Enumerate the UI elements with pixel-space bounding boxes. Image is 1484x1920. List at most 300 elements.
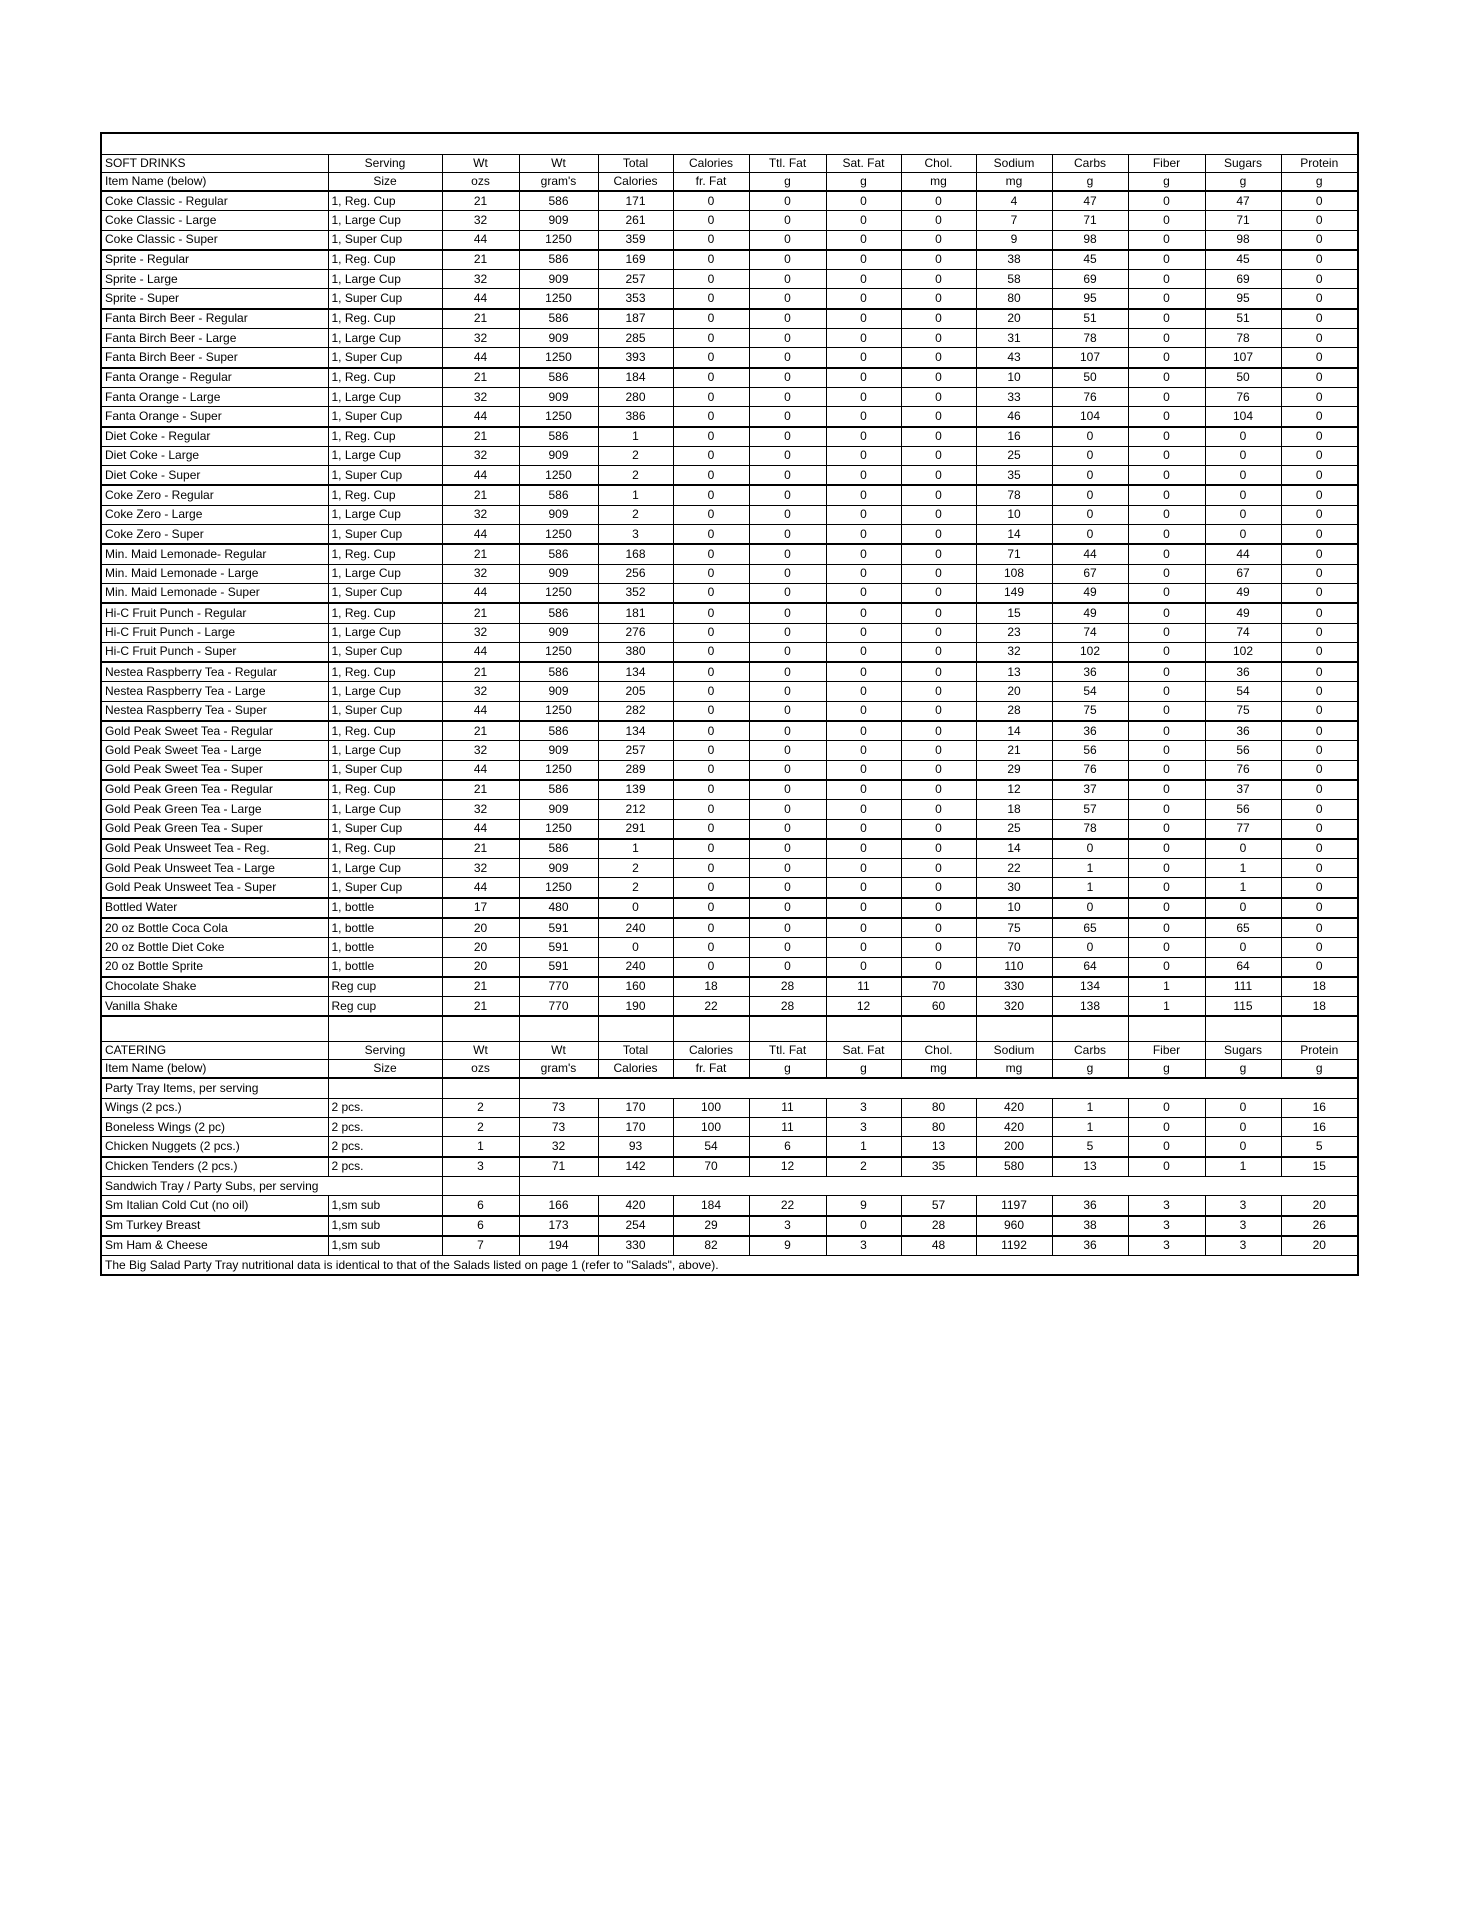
column-header: Serving	[328, 155, 442, 173]
value-cell: 95	[1205, 289, 1281, 309]
value-cell: 70	[976, 938, 1052, 957]
value-cell: 0	[673, 623, 749, 642]
value-cell: 3	[749, 1216, 826, 1236]
item-name-cell: Chicken Nuggets (2 pcs.)	[101, 1137, 328, 1157]
item-name-cell: 20 oz Bottle Sprite	[101, 957, 328, 977]
gap-cell	[1052, 1016, 1128, 1042]
value-cell: 0	[1281, 544, 1358, 564]
serving-size-cell: 1, Reg. Cup	[328, 250, 442, 270]
value-cell: 0	[826, 760, 901, 780]
value-cell: 45	[1052, 250, 1128, 270]
value-cell: 0	[749, 270, 826, 289]
group-subheader-label: Sandwich Tray / Party Subs, per serving	[101, 1176, 442, 1195]
value-cell: 0	[673, 583, 749, 603]
section-header-row	[101, 1042, 1358, 1060]
column-unit-header: g	[1205, 173, 1281, 192]
section-title: SOFT DRINKS	[101, 155, 328, 173]
serving-size-cell: 1, Large Cup	[328, 623, 442, 642]
data-row	[101, 819, 1358, 839]
value-cell: 21	[442, 721, 519, 741]
value-cell: 9	[976, 230, 1052, 250]
value-cell: 44	[442, 525, 519, 545]
value-cell: 3	[1205, 1196, 1281, 1216]
value-cell: 0	[1281, 701, 1358, 721]
value-cell: 0	[901, 819, 976, 839]
value-cell: 13	[1052, 1157, 1128, 1177]
value-cell: 1	[1205, 859, 1281, 878]
data-row	[101, 878, 1358, 898]
data-row	[101, 957, 1358, 977]
value-cell: 0	[901, 878, 976, 898]
value-cell: 44	[442, 642, 519, 662]
value-cell: 586	[519, 839, 598, 859]
data-row	[101, 270, 1358, 289]
value-cell: 0	[826, 957, 901, 977]
value-cell: 107	[1052, 348, 1128, 368]
value-cell: 0	[673, 721, 749, 741]
gap-cell	[442, 1016, 519, 1042]
value-cell: 32	[442, 682, 519, 701]
value-cell: 0	[901, 309, 976, 329]
serving-size-cell: 1, Large Cup	[328, 682, 442, 701]
value-cell: 0	[826, 289, 901, 309]
value-cell: 0	[1281, 505, 1358, 524]
value-cell: 6	[442, 1196, 519, 1216]
value-cell: 0	[749, 250, 826, 270]
serving-size-cell: 1, Super Cup	[328, 289, 442, 309]
value-cell: 1	[598, 839, 673, 859]
value-cell: 3	[1128, 1216, 1205, 1236]
data-row	[101, 701, 1358, 721]
data-row	[101, 1118, 1358, 1137]
value-cell: 420	[976, 1118, 1052, 1137]
value-cell: 330	[976, 977, 1052, 997]
value-cell: 0	[673, 819, 749, 839]
column-unit-header: ozs	[442, 173, 519, 192]
value-cell: 0	[1128, 348, 1205, 368]
value-cell: 21	[442, 427, 519, 447]
value-cell: 0	[1205, 466, 1281, 486]
value-cell: 69	[1052, 270, 1128, 289]
value-cell: 0	[749, 466, 826, 486]
value-cell: 76	[1052, 760, 1128, 780]
data-row	[101, 760, 1358, 780]
value-cell: 82	[673, 1236, 749, 1256]
value-cell: 909	[519, 211, 598, 230]
value-cell: 0	[1281, 485, 1358, 505]
data-row	[101, 1098, 1358, 1117]
value-cell: 0	[749, 957, 826, 977]
value-cell: 44	[442, 878, 519, 898]
value-cell: 0	[749, 525, 826, 545]
value-cell: 0	[1128, 957, 1205, 977]
value-cell: 586	[519, 780, 598, 800]
value-cell: 386	[598, 407, 673, 427]
value-cell: 184	[673, 1196, 749, 1216]
value-cell: 0	[749, 407, 826, 427]
value-cell: 0	[901, 446, 976, 465]
value-cell: 0	[749, 427, 826, 447]
value-cell: 110	[976, 957, 1052, 977]
value-cell: 0	[826, 642, 901, 662]
value-cell: 13	[901, 1137, 976, 1157]
gap-cell	[101, 1016, 328, 1042]
value-cell: 78	[1052, 819, 1128, 839]
data-row	[101, 898, 1358, 918]
value-cell: 0	[1128, 1157, 1205, 1177]
serving-size-cell: 1, Large Cup	[328, 505, 442, 524]
item-name-cell: Sm Ham & Cheese	[101, 1236, 328, 1256]
value-cell: 18	[673, 977, 749, 997]
value-cell: 2	[598, 446, 673, 465]
value-cell: 44	[1205, 544, 1281, 564]
value-cell: 32	[442, 623, 519, 642]
value-cell: 104	[1052, 407, 1128, 427]
value-cell: 0	[901, 289, 976, 309]
value-cell: 0	[1281, 623, 1358, 642]
value-cell: 0	[1281, 525, 1358, 545]
serving-size-cell: 1, Super Cup	[328, 642, 442, 662]
value-cell: 0	[1205, 427, 1281, 447]
spacer-cell	[101, 133, 1358, 155]
value-cell: 586	[519, 485, 598, 505]
value-cell: 1	[1128, 977, 1205, 997]
value-cell: 289	[598, 760, 673, 780]
value-cell: 14	[976, 839, 1052, 859]
value-cell: 54	[1052, 682, 1128, 701]
value-cell: 0	[1128, 250, 1205, 270]
value-cell: 0	[1281, 859, 1358, 878]
value-cell: 0	[673, 270, 749, 289]
item-name-cell: Gold Peak Green Tea - Super	[101, 819, 328, 839]
data-row	[101, 1137, 1358, 1157]
value-cell: 1	[1052, 1118, 1128, 1137]
serving-size-cell: 1, Reg. Cup	[328, 544, 442, 564]
data-row	[101, 839, 1358, 859]
value-cell: 0	[1128, 878, 1205, 898]
serving-size-cell: 1, Large Cup	[328, 211, 442, 230]
value-cell: 0	[901, 623, 976, 642]
value-cell: 5	[1281, 1137, 1358, 1157]
item-name-cell: Diet Coke - Large	[101, 446, 328, 465]
value-cell: 6	[442, 1216, 519, 1236]
column-unit-header: Size	[328, 173, 442, 192]
value-cell: 166	[519, 1196, 598, 1216]
item-name-cell: Chicken Tenders (2 pcs.)	[101, 1157, 328, 1177]
value-cell: 0	[1281, 898, 1358, 918]
data-row	[101, 505, 1358, 524]
value-cell: 0	[1205, 505, 1281, 524]
value-cell: 134	[598, 721, 673, 741]
value-cell: 149	[976, 583, 1052, 603]
serving-size-cell: 1, Large Cup	[328, 800, 442, 819]
value-cell: 0	[826, 348, 901, 368]
value-cell: 0	[673, 230, 749, 250]
value-cell: 71	[519, 1157, 598, 1177]
value-cell: 22	[749, 1196, 826, 1216]
value-cell: 0	[901, 859, 976, 878]
value-cell: 0	[1128, 329, 1205, 348]
gap-cell	[598, 1016, 673, 1042]
value-cell: 0	[1128, 525, 1205, 545]
column-unit-header: mg	[976, 1060, 1052, 1079]
column-unit-header: Calories	[598, 173, 673, 192]
data-row	[101, 583, 1358, 603]
serving-size-cell: 2 pcs.	[328, 1098, 442, 1117]
value-cell: 21	[442, 191, 519, 211]
column-header: Carbs	[1052, 1042, 1128, 1060]
value-cell: 0	[1281, 368, 1358, 388]
value-cell: 0	[901, 780, 976, 800]
value-cell: 0	[826, 859, 901, 878]
value-cell: 0	[1128, 741, 1205, 760]
serving-size-cell: 2 pcs.	[328, 1157, 442, 1177]
value-cell: 32	[442, 741, 519, 760]
column-header: Sat. Fat	[826, 155, 901, 173]
value-cell: 0	[673, 191, 749, 211]
value-cell: 359	[598, 230, 673, 250]
value-cell: 71	[1052, 211, 1128, 230]
value-cell: 0	[901, 250, 976, 270]
value-cell: 0	[901, 466, 976, 486]
value-cell: 0	[826, 603, 901, 623]
value-cell: 0	[749, 918, 826, 938]
value-cell: 75	[1205, 701, 1281, 721]
value-cell: 0	[826, 211, 901, 230]
value-cell: 15	[1281, 1157, 1358, 1177]
value-cell: 64	[1052, 957, 1128, 977]
serving-size-cell: 1, bottle	[328, 918, 442, 938]
value-cell: 0	[826, 1216, 901, 1236]
value-cell: 38	[976, 250, 1052, 270]
data-row	[101, 1216, 1358, 1236]
value-cell: 17	[442, 898, 519, 918]
value-cell: 78	[1052, 329, 1128, 348]
value-cell: 49	[1205, 603, 1281, 623]
value-cell: 0	[1128, 309, 1205, 329]
value-cell: 64	[1205, 957, 1281, 977]
value-cell: 35	[976, 466, 1052, 486]
serving-size-cell: 1, Reg. Cup	[328, 662, 442, 682]
value-cell: 0	[826, 544, 901, 564]
data-row	[101, 485, 1358, 505]
value-cell: 0	[1128, 662, 1205, 682]
value-cell: 13	[976, 662, 1052, 682]
column-unit-header: g	[1281, 1060, 1358, 1079]
data-row	[101, 250, 1358, 270]
column-header: Ttl. Fat	[749, 1042, 826, 1060]
value-cell: 586	[519, 721, 598, 741]
column-unit-header: g	[826, 173, 901, 192]
value-cell: 909	[519, 800, 598, 819]
value-cell: 44	[442, 289, 519, 309]
value-cell: 44	[442, 701, 519, 721]
value-cell: 0	[673, 387, 749, 406]
value-cell: 3	[826, 1098, 901, 1117]
value-cell: 9	[826, 1196, 901, 1216]
column-header: Carbs	[1052, 155, 1128, 173]
value-cell: 0	[901, 485, 976, 505]
value-cell: 0	[901, 583, 976, 603]
value-cell: 0	[749, 230, 826, 250]
value-cell: 0	[901, 427, 976, 447]
value-cell: 0	[673, 662, 749, 682]
section-gap-row	[101, 1016, 1358, 1042]
value-cell: 0	[673, 525, 749, 545]
value-cell: 591	[519, 957, 598, 977]
value-cell: 5	[1052, 1137, 1128, 1157]
value-cell: 33	[976, 387, 1052, 406]
value-cell: 95	[1052, 289, 1128, 309]
value-cell: 0	[673, 878, 749, 898]
data-row	[101, 211, 1358, 230]
value-cell: 100	[673, 1118, 749, 1137]
value-cell: 1250	[519, 230, 598, 250]
data-row	[101, 859, 1358, 878]
serving-size-cell: 1, Super Cup	[328, 583, 442, 603]
value-cell: 139	[598, 780, 673, 800]
value-cell: 586	[519, 250, 598, 270]
value-cell: 0	[1281, 427, 1358, 447]
serving-size-cell: 1, Large Cup	[328, 270, 442, 289]
value-cell: 0	[901, 544, 976, 564]
value-cell: 0	[826, 741, 901, 760]
value-cell: 32	[442, 564, 519, 583]
value-cell: 21	[442, 997, 519, 1017]
value-cell: 3	[598, 525, 673, 545]
value-cell: 480	[519, 898, 598, 918]
value-cell: 1	[442, 1137, 519, 1157]
data-row	[101, 230, 1358, 250]
value-cell: 0	[1281, 682, 1358, 701]
value-cell: 0	[901, 839, 976, 859]
gap-cell	[673, 1016, 749, 1042]
value-cell: 32	[442, 859, 519, 878]
value-cell: 20	[1281, 1196, 1358, 1216]
value-cell: 909	[519, 564, 598, 583]
data-row	[101, 407, 1358, 427]
value-cell: 170	[598, 1118, 673, 1137]
value-cell: 0	[673, 642, 749, 662]
serving-size-cell: Reg cup	[328, 997, 442, 1017]
value-cell: 0	[749, 485, 826, 505]
value-cell: 1250	[519, 819, 598, 839]
value-cell: 0	[673, 701, 749, 721]
serving-size-cell: 1, Reg. Cup	[328, 485, 442, 505]
value-cell: 47	[1052, 191, 1128, 211]
item-name-header: Item Name (below)	[101, 1060, 328, 1079]
value-cell: 0	[826, 701, 901, 721]
value-cell: 0	[901, 505, 976, 524]
value-cell: 0	[1281, 957, 1358, 977]
data-row	[101, 1157, 1358, 1177]
item-name-cell: Nestea Raspberry Tea - Regular	[101, 662, 328, 682]
value-cell: 0	[1052, 898, 1128, 918]
value-cell: 0	[749, 878, 826, 898]
serving-size-cell: 1, Reg. Cup	[328, 721, 442, 741]
value-cell: 65	[1052, 918, 1128, 938]
value-cell: 3	[1205, 1236, 1281, 1256]
data-row	[101, 348, 1358, 368]
value-cell: 54	[673, 1137, 749, 1157]
value-cell: 0	[901, 760, 976, 780]
value-cell: 44	[442, 760, 519, 780]
value-cell: 0	[598, 938, 673, 957]
value-cell: 1250	[519, 289, 598, 309]
value-cell: 0	[826, 329, 901, 348]
value-cell: 0	[901, 348, 976, 368]
data-row	[101, 191, 1358, 211]
item-name-cell: Diet Coke - Regular	[101, 427, 328, 447]
value-cell: 0	[1128, 760, 1205, 780]
value-cell: 0	[1128, 642, 1205, 662]
value-cell: 909	[519, 446, 598, 465]
data-row	[101, 525, 1358, 545]
value-cell: 0	[1128, 407, 1205, 427]
footer-note-row	[101, 1256, 1358, 1276]
value-cell: 51	[1052, 309, 1128, 329]
item-name-cell: Sm Turkey Breast	[101, 1216, 328, 1236]
value-cell: 0	[673, 211, 749, 230]
value-cell: 393	[598, 348, 673, 368]
value-cell: 280	[598, 387, 673, 406]
value-cell: 44	[442, 583, 519, 603]
item-name-cell: 20 oz Bottle Diet Coke	[101, 938, 328, 957]
value-cell: 0	[1205, 1098, 1281, 1117]
value-cell: 0	[749, 938, 826, 957]
value-cell: 0	[1128, 800, 1205, 819]
serving-size-cell: 1, Super Cup	[328, 230, 442, 250]
value-cell: 2	[442, 1098, 519, 1117]
value-cell: 1250	[519, 701, 598, 721]
value-cell: 0	[901, 407, 976, 427]
serving-size-cell: 1, Large Cup	[328, 387, 442, 406]
value-cell: 31	[976, 329, 1052, 348]
value-cell: 0	[673, 938, 749, 957]
value-cell: 0	[1128, 505, 1205, 524]
value-cell: 0	[826, 250, 901, 270]
value-cell: 0	[749, 309, 826, 329]
value-cell: 104	[1205, 407, 1281, 427]
value-cell: 0	[673, 957, 749, 977]
value-cell: 0	[901, 662, 976, 682]
value-cell: 0	[749, 682, 826, 701]
value-cell: 43	[976, 348, 1052, 368]
value-cell: 7	[976, 211, 1052, 230]
value-cell: 0	[1281, 819, 1358, 839]
value-cell: 0	[749, 780, 826, 800]
value-cell: 1192	[976, 1236, 1052, 1256]
serving-size-cell: 1, Super Cup	[328, 819, 442, 839]
value-cell: 0	[1128, 839, 1205, 859]
item-name-cell: Coke Classic - Super	[101, 230, 328, 250]
value-cell: 21	[442, 839, 519, 859]
data-row	[101, 1196, 1358, 1216]
value-cell: 0	[1128, 603, 1205, 623]
value-cell: 0	[673, 839, 749, 859]
data-row	[101, 329, 1358, 348]
value-cell: 0	[749, 839, 826, 859]
value-cell: 108	[976, 564, 1052, 583]
value-cell: 32	[442, 505, 519, 524]
item-name-cell: Min. Maid Lemonade- Regular	[101, 544, 328, 564]
value-cell: 960	[976, 1216, 1052, 1236]
group-subheader-row	[101, 1078, 1358, 1098]
data-row	[101, 623, 1358, 642]
value-cell: 291	[598, 819, 673, 839]
group-subheader-fill	[519, 1176, 1358, 1195]
value-cell: 0	[749, 701, 826, 721]
